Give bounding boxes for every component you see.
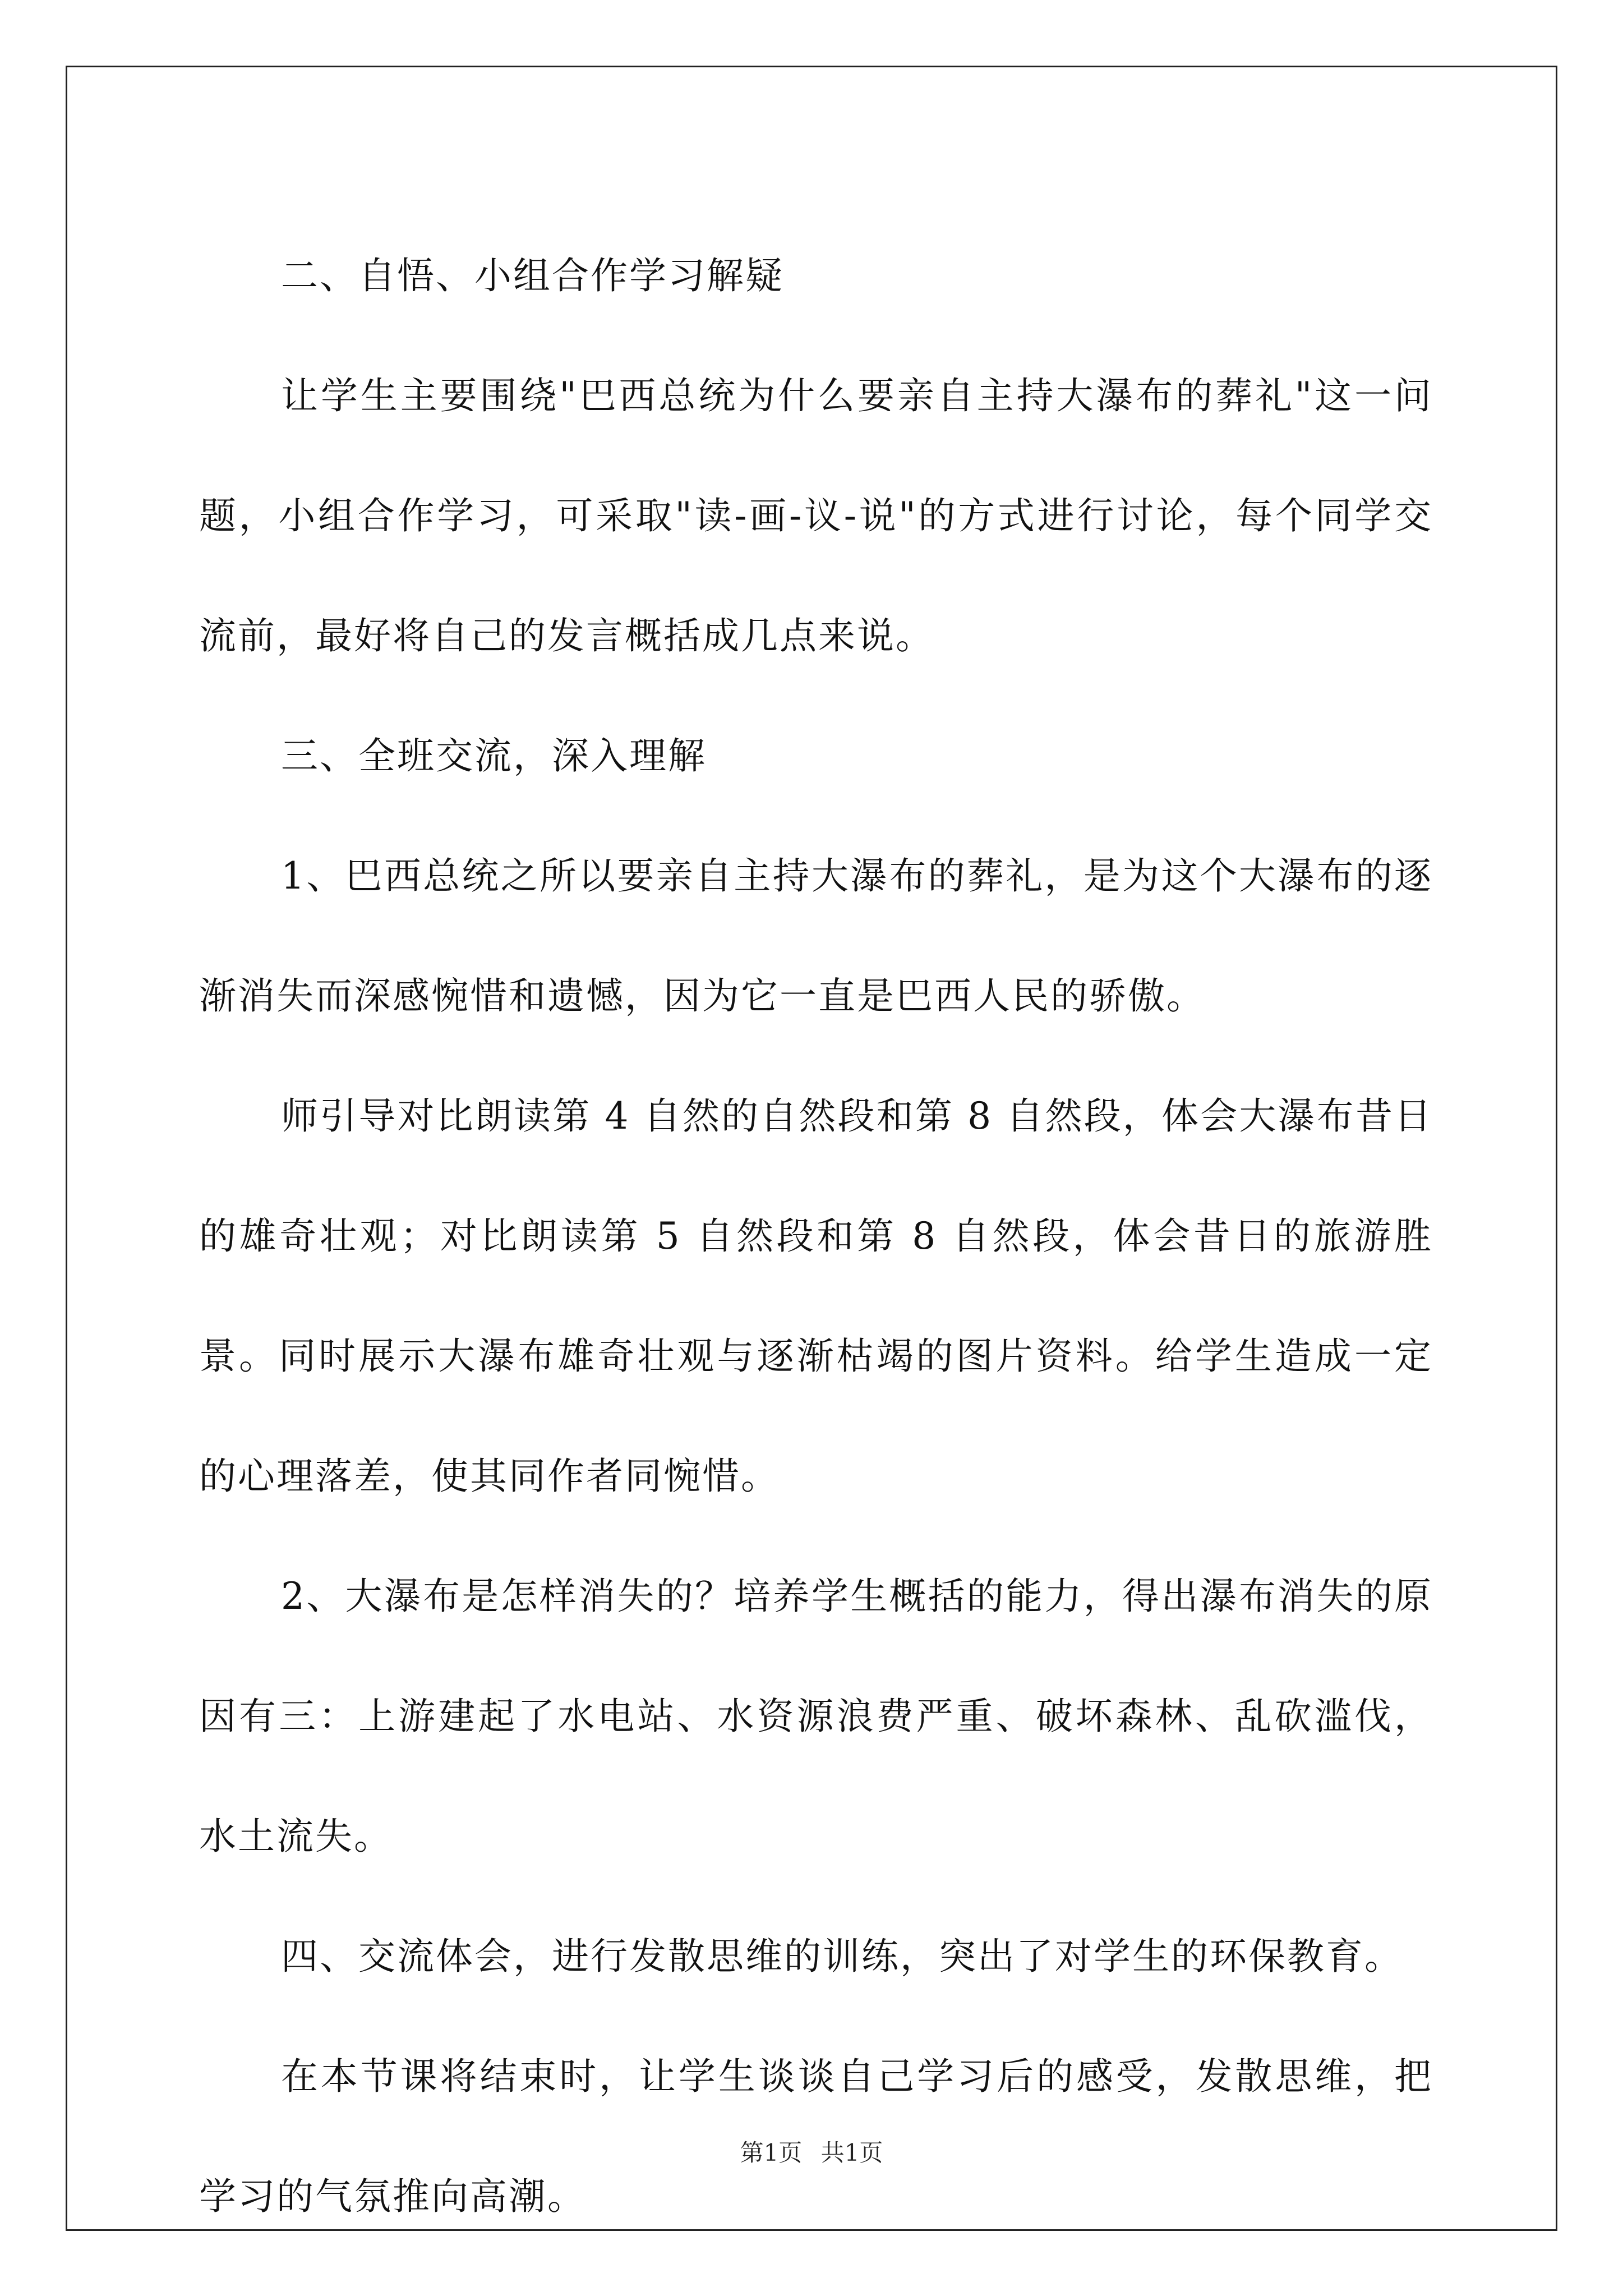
paragraph: 1、巴西总统之所以要亲自主持大瀑布的葬礼，是为这个大瀑布的逐渐消失而深感惋惜和遗憾，因为它一直是巴西人民的骄傲。 [199, 854, 1433, 1018]
section-heading-3: 三、全班交流，深入理解 [281, 734, 707, 777]
page-footer [0, 2136, 1623, 2170]
section-heading-4: 四、交流体会，进行发散思维的训练，突出了对学生的环保教育。 [281, 1935, 1403, 1978]
page-total: 共1页 [820, 2139, 883, 2166]
section-heading-2: 二、自悟、小组合作学习解疑 [281, 254, 784, 297]
paragraph: 2、大瀑布是怎样消失的？培养学生概括的能力，得出瀑布消失的原因有三：上游建起了水电站、水资源浪费严重、破坏森林、乱砍滥伐，水土流失。 [199, 1575, 1433, 1858]
paragraph: 在本节课将结束时，让学生谈谈自己学习后的感受，发散思维，把学习的气氛推向高潮。 [199, 2055, 1433, 2218]
document-body [199, 216, 1433, 2257]
page-number: 第1页 [740, 2139, 803, 2166]
paragraph: 师引导对比朗读第 4 自然的自然段和第 8 自然段，体会大瀑布昔日的雄奇壮观；对比朗读第 5 自然段和第 8 自然段，体会昔日的旅游胜景。同时展示大瀑布雄奇壮观与逐渐枯竭的图片资料。给学生造成一定的心理落差，使其同作者同惋惜。 [199, 1094, 1433, 1498]
paragraph: 让学生主要围绕"巴西总统为什么要亲自主持大瀑布的葬礼"这一问题，小组合作学习，可采取"读-画-议-说"的方式进行讨论，每个同学交流前，最好将自己的发言概括成几点来说。 [199, 374, 1433, 657]
